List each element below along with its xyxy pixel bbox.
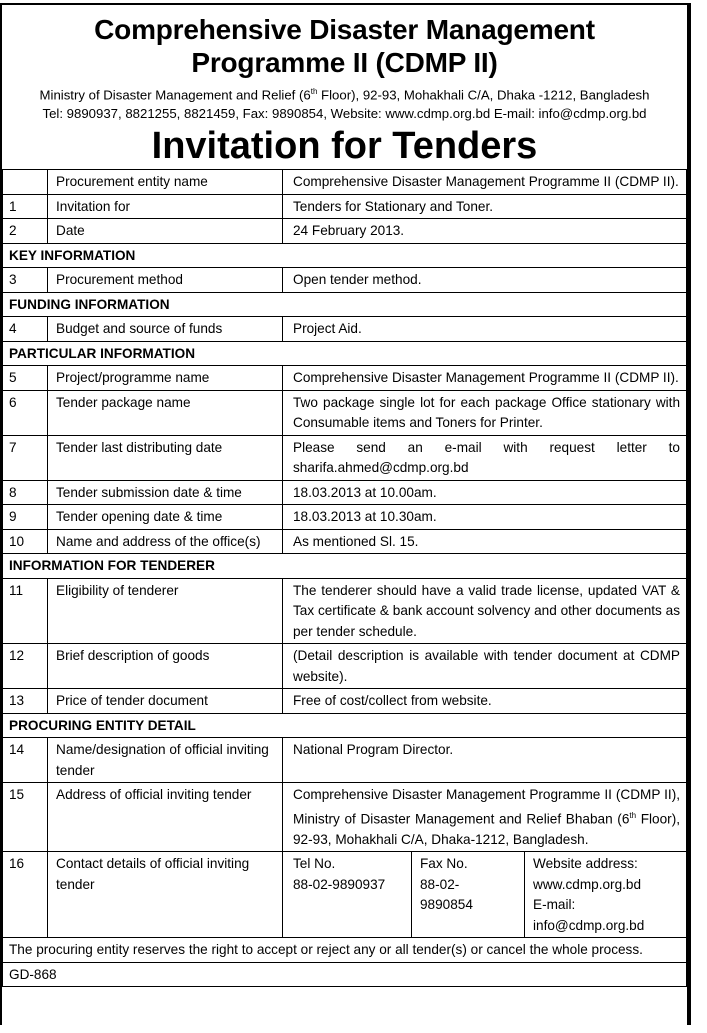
row-label: Tender package name [48,390,283,435]
section-heading: PROCURING ENTITY DETAIL [3,713,687,738]
table-row [3,783,687,852]
fax-value: 88-02- [420,876,460,892]
section-heading: INFORMATION FOR TENDERER [3,554,687,579]
section-heading: PARTICULAR INFORMATION [3,341,687,366]
row-label: Price of tender document [48,689,283,714]
org-title-line2: Programme II (CDMP II) [191,47,498,78]
row-label: Tender submission date & time [48,480,283,505]
notice-header [2,13,687,169]
section-header-row [3,554,687,579]
tel-value: 88-02-9890937 [293,876,386,892]
row-number: 12 [3,644,48,689]
row-value: National Program Director. [283,738,687,783]
web-cell [525,852,687,937]
row-value: As mentioned Sl. 15. [283,529,687,554]
row-label: Budget and source of funds [48,317,283,342]
page-title: Invitation for Tenders [151,125,538,168]
org-contact-line: Tel: 9890937, 8821255, 8821459, Fax: 9890854, Website: www.cdmp.org.bd E-mail: info@cdmp.org.bd [42,106,647,122]
table-row [3,219,687,244]
row-number: 16 [3,852,48,938]
row-value: Please send an e-mail with request letter to sharifa.ahmed@cdmp.org.bd [283,435,687,480]
tender-table [2,169,687,987]
row-number: 13 [3,689,48,714]
row-number: 14 [3,738,48,783]
row-number: 5 [3,366,48,391]
row-number: 6 [3,390,48,435]
table-row [3,268,687,293]
table-row [3,366,687,391]
row-label: Tender opening date & time [48,505,283,530]
table-row [3,435,687,480]
email-value[interactable]: E-mail: info@cdmp.org.bd [533,897,645,933]
row-number: 3 [3,268,48,293]
row-value: Two package single lot for each package Office stationary with Consumable items and Toners for Printer. [283,390,687,435]
row-label: Contact details of official inviting tender [48,852,283,938]
gd-code: GD-868 [3,962,687,987]
row-number: 9 [3,505,48,530]
row-value: 18.03.2013 at 10.00am. [283,480,687,505]
tel-cell [283,852,412,937]
row-number [3,170,48,195]
table-row [3,852,687,938]
web-value[interactable]: www.cdmp.org.bd [533,876,642,892]
footer-row [3,938,687,963]
row-label: Procurement method [48,268,283,293]
row-number: 15 [3,783,48,852]
section-header-row [3,341,687,366]
table-row [3,738,687,783]
row-value: Project Aid. [283,317,687,342]
row-value: (Detail description is available with tender document at CDMP website). [283,644,687,689]
table-row [3,689,687,714]
table-row [3,644,687,689]
web-label: Website address: [533,856,638,872]
row-value: Comprehensive Disaster Management Programme II (CDMP II), Ministry of Disaster Management and Relief Bhaban (6th Floor), 92-93, Mohakhali C/A, Dhaka-1212, Bangladesh. [283,783,687,852]
row-label: Date [48,219,283,244]
org-title-line1: Comprehensive Disaster Management [94,14,595,45]
table-row [3,390,687,435]
row-value: The tenderer should have a valid trade license, updated VAT & Tax certificate & bank account solvency and other documents as per tender schedule. [283,578,687,644]
ministry-address: Ministry of Disaster Management and Relief (6th Floor), 92-93, Mohakhali C/A, Dhaka -1212, Bangladesh [39,87,650,103]
section-header-row [3,713,687,738]
row-label: Project/programme name [48,366,283,391]
row-label: Name/designation of official inviting tender [48,738,283,783]
row-label: Invitation for [48,194,283,219]
disclaimer: The procuring entity reserves the right to accept or reject any or all tender(s) or cancel the whole process. [3,938,687,963]
tender-notice [0,3,691,1025]
row-number: 7 [3,435,48,480]
row-number: 2 [3,219,48,244]
row-value: Comprehensive Disaster Management Programme II (CDMP II). [283,170,687,195]
fax-label: Fax No. [420,856,468,872]
fax-cell [412,852,525,937]
table-row [3,170,687,195]
row-label: Brief description of goods [48,644,283,689]
contact-details [283,852,687,938]
row-value: 24 February 2013. [283,219,687,244]
section-heading: KEY INFORMATION [3,243,687,268]
row-label: Eligibility of tenderer [48,578,283,644]
row-number: 4 [3,317,48,342]
table-row [3,194,687,219]
row-value: Comprehensive Disaster Management Programme II (CDMP II). [283,366,687,391]
row-number: 8 [3,480,48,505]
row-value: Tenders for Stationary and Toner. [283,194,687,219]
row-label: Tender last distributing date [48,435,283,480]
tel-label: Tel No. [293,856,336,872]
row-value: Open tender method. [283,268,687,293]
row-label: Address of official inviting tender [48,783,283,852]
row-label: Name and address of the office(s) [48,529,283,554]
row-number: 11 [3,578,48,644]
section-header-row [3,243,687,268]
table-row [3,529,687,554]
table-row [3,505,687,530]
footer-row [3,962,687,987]
row-value: 18.03.2013 at 10.30am. [283,505,687,530]
row-number: 1 [3,194,48,219]
table-row [3,578,687,644]
section-heading: FUNDING INFORMATION [3,292,687,317]
fax-value-cont: 9890854 [420,897,473,913]
table-row [3,317,687,342]
row-value: Free of cost/collect from website. [283,689,687,714]
table-row [3,480,687,505]
section-header-row [3,292,687,317]
row-label: Procurement entity name [48,170,283,195]
row-number: 10 [3,529,48,554]
